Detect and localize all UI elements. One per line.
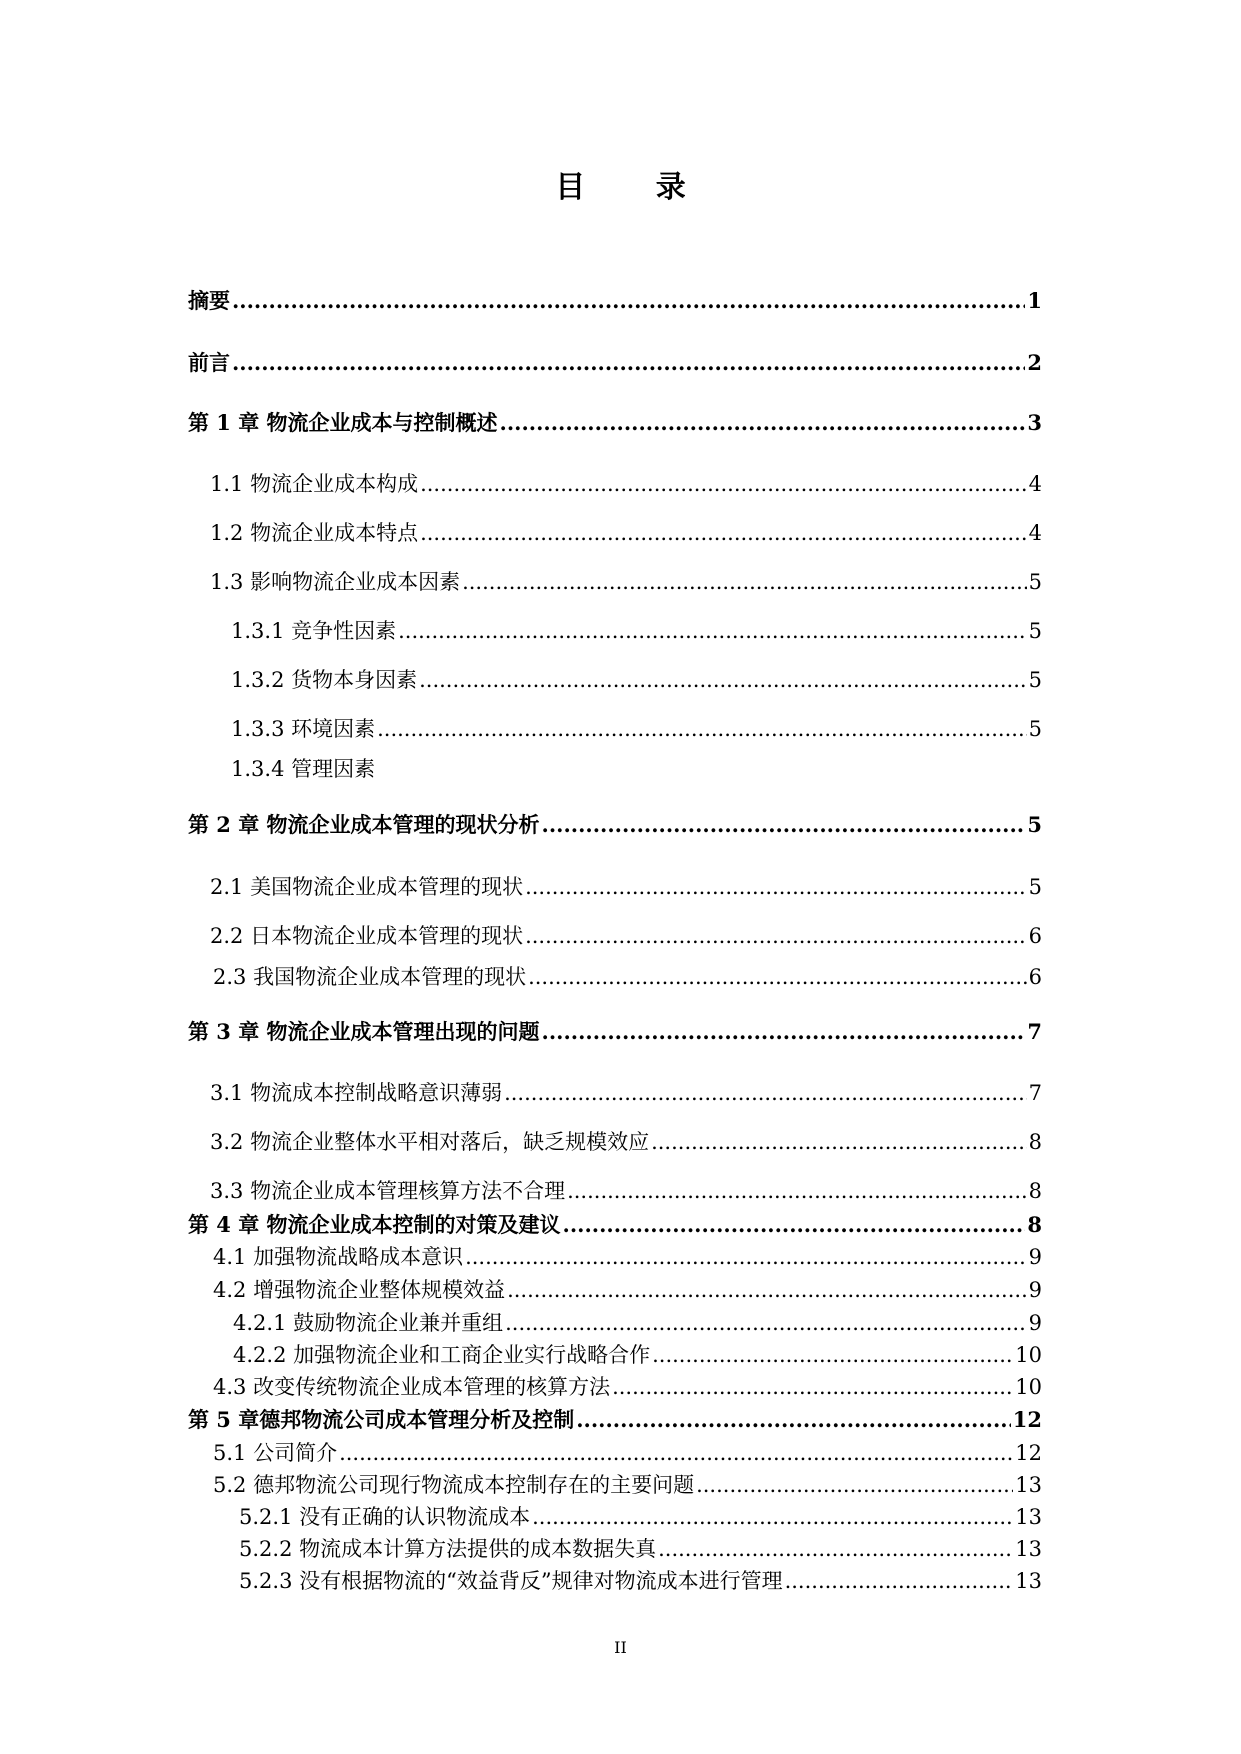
toc-entry-3-3[interactable]: 3.3 物流企业成本管理核算方法不合理 ..... 8 <box>210 1172 1042 1204</box>
dot-leader <box>462 569 1027 595</box>
dot-leader <box>377 716 1027 742</box>
toc-entry-4-1[interactable]: 4.1 加强物流战略成本意识 ..... 9 <box>213 1238 1042 1270</box>
toc-entry-5-1[interactable]: 5.1 公司简介 ..... 12 <box>213 1434 1042 1466</box>
dot-leader <box>419 667 1027 693</box>
dot-leader <box>339 1440 1013 1466</box>
toc-entry-1-3-3[interactable]: 1.3.3 环境因素 ..... 5 <box>231 710 1042 742</box>
toc-entry-chapter-3[interactable]: 第 3 章 物流企业成本管理出现的问题 ..... 7 <box>188 1013 1042 1045</box>
dot-leader <box>232 288 1025 314</box>
toc-entry-1-3[interactable]: 1.3 影响物流企业成本因素 ..... 5 <box>210 563 1042 595</box>
toc-entry-4-3[interactable]: 4.3 改变传统物流企业成本管理的核算方法 ..... 10 <box>213 1368 1042 1400</box>
toc-entry-chapter-5[interactable]: 第 5 章德邦物流公司成本管理分析及控制 ..... 12 <box>188 1401 1042 1433</box>
toc-entry-1-3-1[interactable]: 1.3.1 竞争性因素 ..... 5 <box>231 612 1042 644</box>
dot-leader <box>232 350 1025 376</box>
toc-entry-5-2-3[interactable]: 5.2.3 没有根据物流的“效益背反”规律对物流成本进行管理 ..... 13 <box>239 1562 1042 1594</box>
toc-entry-1-2[interactable]: 1.2 物流企业成本特点 ..... 4 <box>210 514 1042 546</box>
dot-leader <box>563 1212 1026 1238</box>
dot-leader <box>504 1080 1027 1106</box>
dot-leader <box>542 812 1026 838</box>
dot-leader <box>500 410 1026 436</box>
toc-entry-chapter-2[interactable]: 第 2 章 物流企业成本管理的现状分析 ..... 5 <box>188 806 1042 838</box>
dot-leader <box>785 1568 1014 1594</box>
dot-leader <box>505 1310 1027 1336</box>
toc-entry-5-2-2[interactable]: 5.2.2 物流成本计算方法提供的成本数据失真 ..... 13 <box>239 1530 1042 1562</box>
dot-leader <box>465 1244 1027 1270</box>
toc-entry-4-2[interactable]: 4.2 增强物流企业整体规模效益 ..... 9 <box>213 1271 1042 1303</box>
dot-leader <box>542 1019 1026 1045</box>
dot-leader <box>507 1277 1027 1303</box>
dot-leader <box>696 1472 1013 1498</box>
toc-entry-2-2[interactable]: 2.2 日本物流企业成本管理的现状 ..... 6 <box>210 917 1042 949</box>
toc-entry-5-2-1[interactable]: 5.2.1 没有正确的认识物流成本 ..... 13 <box>239 1498 1042 1530</box>
toc-entry-1-3-2[interactable]: 1.3.2 货物本身因素 ..... 5 <box>231 661 1042 693</box>
dot-leader <box>420 471 1027 497</box>
toc-entry-4-2-2[interactable]: 4.2.2 加强物流企业和工商企业实行战略合作 ..... 10 <box>233 1336 1042 1368</box>
dot-leader <box>576 1407 1011 1433</box>
dot-leader <box>567 1178 1027 1204</box>
toc-entry-1-3-4[interactable]: 1.3.4 管理因素 <box>231 757 376 781</box>
dot-leader <box>612 1374 1013 1400</box>
dot-leader <box>528 964 1027 990</box>
toc-entry-preface[interactable]: 前言 ..... 2 <box>188 344 1042 376</box>
toc-entry-2-1[interactable]: 2.1 美国物流企业成本管理的现状 ..... 5 <box>210 868 1042 900</box>
toc-entry-2-3[interactable]: 2.3 我国物流企业成本管理的现状 ..... 6 <box>213 958 1042 990</box>
dot-leader <box>651 1129 1027 1155</box>
toc-entry-abstract[interactable]: 摘要 ..... 1 <box>188 282 1042 314</box>
dot-leader <box>658 1536 1013 1562</box>
toc-entry-4-2-1[interactable]: 4.2.1 鼓励物流企业兼并重组 ..... 9 <box>233 1304 1042 1336</box>
dot-leader <box>652 1342 1013 1368</box>
toc-entry-3-2[interactable]: 3.2 物流企业整体水平相对落后，缺乏规模效应 ..... 8 <box>210 1123 1042 1155</box>
dot-leader <box>525 874 1027 900</box>
toc-entry-3-1[interactable]: 3.1 物流成本控制战略意识薄弱 ..... 7 <box>210 1074 1042 1106</box>
dot-leader <box>532 1504 1013 1530</box>
toc-entry-chapter-1[interactable]: 第 1 章 物流企业成本与控制概述 ..... 3 <box>188 404 1042 436</box>
dot-leader <box>525 923 1027 949</box>
toc-entry-5-2[interactable]: 5.2 德邦物流公司现行物流成本控制存在的主要问题 ..... 13 <box>213 1466 1042 1498</box>
dot-leader <box>420 520 1027 546</box>
toc-entry-1-1[interactable]: 1.1 物流企业成本构成 ..... 4 <box>210 465 1042 497</box>
page-title: 目 录 <box>555 170 716 205</box>
page-number: II <box>614 1638 627 1657</box>
dot-leader <box>398 618 1027 644</box>
toc-entry-chapter-4[interactable]: 第 4 章 物流企业成本控制的对策及建议 ..... 8 <box>188 1206 1042 1238</box>
